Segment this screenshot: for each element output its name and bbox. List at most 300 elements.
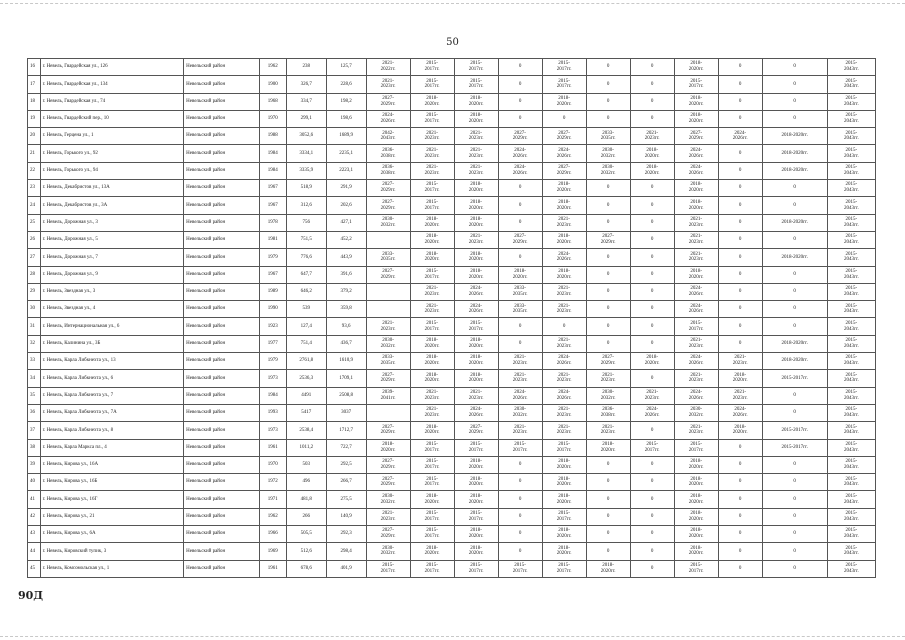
cell-repair-period-6: 0	[586, 335, 630, 352]
cell-row-number: 42	[28, 508, 41, 525]
cell-repair-period-5: 2021- 2023гг.	[542, 404, 586, 421]
cell-repair-period-3: 2018- 2020гг.	[454, 474, 498, 491]
cell-repair-period-9: 2024- 2026гг.	[718, 404, 762, 421]
cell-repair-period-9: 0	[718, 456, 762, 473]
cell-living-area: 3037	[326, 404, 366, 421]
cell-repair-period-5: 2018- 2020гг.	[542, 266, 586, 283]
cell-year-built: 1978	[259, 214, 286, 231]
cell-address: г. Невель, Горького ул., 92	[40, 145, 184, 162]
cell-repair-period-5: 2018- 2020гг.	[542, 543, 586, 560]
cell-repair-period-5: 2021- 2023гг.	[542, 301, 586, 318]
cell-living-area: 140,9	[326, 508, 366, 525]
cell-repair-period-11: 2015- 2043гг.	[827, 353, 875, 370]
cell-repair-period-7: 0	[630, 249, 674, 266]
cell-repair-period-6: 0	[586, 197, 630, 214]
cell-repair-period-2: 2021- 2023гг.	[410, 387, 454, 404]
cell-district: Невельский район	[184, 353, 259, 370]
cell-repair-period-11: 2015- 2043гг.	[827, 145, 875, 162]
cell-repair-period-4: 0	[498, 508, 542, 525]
cell-repair-period-3: 2018- 2020гг.	[454, 93, 498, 110]
cell-repair-period-11: 2015- 2043гг.	[827, 335, 875, 352]
table-row	[28, 456, 876, 473]
cell-repair-period-2: 2018- 2020гг.	[410, 353, 454, 370]
cell-repair-period-8: 2024- 2026гг.	[674, 353, 718, 370]
cell-address: г. Невель, Карла Либкнехта ул., 7А	[40, 404, 184, 421]
cell-repair-period-1: 2021- 2023гг.	[366, 318, 410, 335]
cell-total-area: 503	[286, 456, 326, 473]
cell-repair-period-11: 2015- 2043гг.	[827, 249, 875, 266]
cell-repair-period-10: 0	[762, 508, 827, 525]
cell-repair-period-4: 2030- 2032гг.	[498, 404, 542, 421]
cell-repair-period-10: 0	[762, 560, 827, 577]
cell-row-number: 45	[28, 560, 41, 577]
cell-repair-period-3: 2015- 2017гг.	[454, 59, 498, 76]
cell-repair-period-11: 2015- 2043гг.	[827, 318, 875, 335]
cell-repair-period-4: 2024- 2026гг.	[498, 145, 542, 162]
cell-repair-period-9: 0	[718, 526, 762, 543]
cell-row-number: 37	[28, 422, 41, 439]
cell-repair-period-7: 2021- 2023гг.	[630, 387, 674, 404]
cell-repair-period-10: 0	[762, 456, 827, 473]
cell-repair-period-5: 2018- 2020гг.	[542, 231, 586, 248]
cell-repair-period-5: 2015- 2017гг.	[542, 439, 586, 456]
cell-repair-period-6: 2018- 2020гг.	[586, 439, 630, 456]
cell-year-built: 1900	[259, 76, 286, 93]
cell-row-number: 16	[28, 59, 41, 76]
cell-living-area: 298,4	[326, 543, 366, 560]
cell-repair-period-3: 2018- 2020гг.	[454, 180, 498, 197]
cell-repair-period-9: 0	[718, 266, 762, 283]
cell-repair-period-6: 0	[586, 59, 630, 76]
cell-repair-period-4: 2015- 2017гг.	[498, 560, 542, 577]
table-row	[28, 491, 876, 508]
cell-repair-period-5: 2015- 2017гг.	[542, 508, 586, 525]
cell-repair-period-5: 2027- 2029гг.	[542, 162, 586, 179]
cell-repair-period-3: 2015- 2017гг.	[454, 508, 498, 525]
page-mark: 90Д	[18, 589, 44, 602]
cell-repair-period-7: 0	[630, 197, 674, 214]
cell-year-built: 1969	[259, 543, 286, 560]
cell-address: г. Невель, Звездная ул., 4	[40, 301, 184, 318]
cell-address: г. Невель, Дорожная ул., 5	[40, 231, 184, 248]
cell-repair-period-3: 2024- 2026гг.	[454, 301, 498, 318]
cell-repair-period-6: 0	[586, 110, 630, 127]
cell-total-area: 4491	[286, 387, 326, 404]
cell-address: г. Невель, Комсомольская ул., 1	[40, 560, 184, 577]
cell-total-area: 326,7	[286, 76, 326, 93]
cell-repair-period-8: 2018- 2020гг.	[674, 491, 718, 508]
cell-total-area: 127,4	[286, 318, 326, 335]
cell-repair-period-9: 0	[718, 197, 762, 214]
cell-repair-period-7: 0	[630, 266, 674, 283]
cell-repair-period-11: 2015- 2043гг.	[827, 231, 875, 248]
cell-repair-period-11: 2015- 2043гг.	[827, 508, 875, 525]
cell-repair-period-11: 2015- 2043гг.	[827, 110, 875, 127]
table-row	[28, 162, 876, 179]
cell-repair-period-3: 2018- 2020гг.	[454, 491, 498, 508]
cell-repair-period-9: 0	[718, 162, 762, 179]
cell-repair-period-6: 0	[586, 526, 630, 543]
cell-repair-period-8: 2018- 2020гг.	[674, 543, 718, 560]
cell-repair-period-4: 2021- 2023гг.	[498, 422, 542, 439]
cell-repair-period-11: 2015- 2043гг.	[827, 543, 875, 560]
table-row	[28, 197, 876, 214]
cell-repair-period-5: 2018- 2020гг.	[542, 456, 586, 473]
cell-repair-period-2: 2018- 2020гг.	[410, 231, 454, 248]
cell-year-built: 1968	[259, 93, 286, 110]
cell-repair-period-10: 0	[762, 93, 827, 110]
cell-row-number: 29	[28, 283, 41, 300]
cell-repair-period-1: 2039- 2041гг.	[366, 387, 410, 404]
cell-year-built: 1970	[259, 110, 286, 127]
cell-repair-period-3: 2018- 2020гг.	[454, 335, 498, 352]
cell-year-built: 1984	[259, 145, 286, 162]
cell-repair-period-1: 2033- 2035гг.	[366, 353, 410, 370]
cell-address: г. Невель, Гвардейская ул., 134	[40, 76, 184, 93]
cell-repair-period-7: 2018- 2020гг.	[630, 353, 674, 370]
cell-repair-period-8: 2024- 2026гг.	[674, 283, 718, 300]
cell-repair-period-8: 2015- 2017гг.	[674, 439, 718, 456]
cell-repair-period-8: 2018- 2020гг.	[674, 59, 718, 76]
cell-repair-period-1: 2030- 2032гг.	[366, 335, 410, 352]
cell-repair-period-2: 2021- 2023гг.	[410, 145, 454, 162]
cell-repair-period-2: 2015- 2017гг.	[410, 266, 454, 283]
cell-total-area: 1011,2	[286, 439, 326, 456]
cell-district: Невельский район	[184, 387, 259, 404]
cell-repair-period-5: 2024- 2026гг.	[542, 353, 586, 370]
cell-district: Невельский район	[184, 543, 259, 560]
cell-repair-period-4: 0	[498, 474, 542, 491]
cell-repair-period-8: 2021- 2023гг.	[674, 335, 718, 352]
cell-repair-period-6: 0	[586, 318, 630, 335]
cell-repair-period-3: 2018- 2020гг.	[454, 214, 498, 231]
cell-repair-period-5: 0	[542, 318, 586, 335]
cell-repair-period-6: 0	[586, 301, 630, 318]
cell-repair-period-5: 2018- 2020гг.	[542, 491, 586, 508]
cell-repair-period-5: 2018- 2020гг.	[542, 474, 586, 491]
cell-address: г. Невель, Дорожная ул., 3	[40, 214, 184, 231]
cell-repair-period-5: 2024- 2026гг.	[542, 387, 586, 404]
cell-repair-period-1: 2027- 2029гг.	[366, 474, 410, 491]
cell-living-area: 291,9	[326, 180, 366, 197]
cell-row-number: 26	[28, 231, 41, 248]
cell-repair-period-11: 2015- 2043гг.	[827, 197, 875, 214]
cell-repair-period-9: 0	[718, 110, 762, 127]
cell-repair-period-4: 2033- 2035гг.	[498, 301, 542, 318]
cell-row-number: 17	[28, 76, 41, 93]
cell-repair-period-11: 2015- 2043гг.	[827, 76, 875, 93]
housing-register-table	[27, 58, 876, 578]
cell-district: Невельский район	[184, 422, 259, 439]
cell-year-built: 1961	[259, 439, 286, 456]
cell-repair-period-2: 2018- 2020гг.	[410, 335, 454, 352]
cell-repair-period-10: 2018-2020гг.	[762, 249, 827, 266]
cell-repair-period-8: 2024- 2026гг.	[674, 145, 718, 162]
cell-repair-period-7: 0	[630, 508, 674, 525]
cell-repair-period-7: 0	[630, 59, 674, 76]
cell-district: Невельский район	[184, 474, 259, 491]
cell-repair-period-8: 2018- 2020гг.	[674, 266, 718, 283]
cell-repair-period-5: 2027- 2029гг.	[542, 128, 586, 145]
cell-repair-period-4: 0	[498, 249, 542, 266]
cell-repair-period-8: 2018- 2020гг.	[674, 474, 718, 491]
cell-year-built: 1977	[259, 335, 286, 352]
cell-repair-period-3: 2018- 2020гг.	[454, 543, 498, 560]
cell-repair-period-7: 0	[630, 370, 674, 387]
cell-repair-period-11: 2015- 2043гг.	[827, 387, 875, 404]
cell-repair-period-5: 2021- 2023гг.	[542, 214, 586, 231]
cell-living-area: 125,7	[326, 59, 366, 76]
cell-repair-period-1: 2027- 2029гг.	[366, 456, 410, 473]
cell-repair-period-8: 2018- 2020гг.	[674, 197, 718, 214]
cell-repair-period-11: 2015- 2043гг.	[827, 283, 875, 300]
cell-repair-period-2: 2018- 2020гг.	[410, 370, 454, 387]
cell-living-area: 436,7	[326, 335, 366, 352]
cell-year-built: 1979	[259, 249, 286, 266]
cell-row-number: 31	[28, 318, 41, 335]
cell-row-number: 24	[28, 197, 41, 214]
cell-repair-period-3: 2021- 2023гг.	[454, 387, 498, 404]
cell-repair-period-10: 2015-2017гг.	[762, 422, 827, 439]
cell-address: г. Невель, Кирова ул., 21	[40, 508, 184, 525]
cell-total-area: 312,6	[286, 197, 326, 214]
cell-living-area: 2508,8	[326, 387, 366, 404]
cell-row-number: 36	[28, 404, 41, 421]
cell-living-area: 202,6	[326, 197, 366, 214]
cell-repair-period-7: 0	[630, 180, 674, 197]
cell-repair-period-2: 2021- 2023гг.	[410, 128, 454, 145]
cell-living-area: 427,1	[326, 214, 366, 231]
cell-repair-period-5: 2021- 2023гг.	[542, 422, 586, 439]
cell-repair-period-2: 2015- 2017гг.	[410, 474, 454, 491]
cell-repair-period-4: 2024- 2026гг.	[498, 162, 542, 179]
cell-address: г. Невель, Карла Либкнехта ул., 13	[40, 353, 184, 370]
cell-row-number: 35	[28, 387, 41, 404]
cell-row-number: 19	[28, 110, 41, 127]
cell-address: г. Невель, Карла Либкнехта ул., 8	[40, 422, 184, 439]
cell-repair-period-11: 2015- 2043гг.	[827, 439, 875, 456]
cell-repair-period-9: 2018- 2020гг.	[718, 370, 762, 387]
cell-repair-period-6: 2036- 2038гг.	[586, 404, 630, 421]
cell-repair-period-2: 2018- 2020гг.	[410, 93, 454, 110]
cell-repair-period-5: 2018- 2020гг.	[542, 180, 586, 197]
cell-repair-period-11: 2015- 2043гг.	[827, 560, 875, 577]
cell-district: Невельский район	[184, 301, 259, 318]
cell-repair-period-6: 0	[586, 266, 630, 283]
cell-total-area: 678,6	[286, 560, 326, 577]
table-row	[28, 526, 876, 543]
cell-repair-period-10: 2018-2020гг.	[762, 145, 827, 162]
cell-district: Невельский район	[184, 318, 259, 335]
cell-repair-period-7: 0	[630, 110, 674, 127]
cell-repair-period-8: 2021- 2023гг.	[674, 370, 718, 387]
cell-repair-period-4: 0	[498, 76, 542, 93]
cell-repair-period-4: 2018- 2020гг.	[498, 266, 542, 283]
cell-district: Невельский район	[184, 404, 259, 421]
cell-total-area: 334,7	[286, 93, 326, 110]
cell-total-area: 756	[286, 214, 326, 231]
cell-repair-period-4: 2033- 2035гг.	[498, 283, 542, 300]
cell-repair-period-7: 0	[630, 560, 674, 577]
cell-repair-period-9: 2021- 2023гг.	[718, 353, 762, 370]
cell-district: Невельский район	[184, 491, 259, 508]
cell-repair-period-10: 0	[762, 404, 827, 421]
cell-repair-period-10: 2018-2020гг.	[762, 353, 827, 370]
cell-address: г. Невель, Кирова ул., 6А	[40, 526, 184, 543]
cell-year-built: 1989	[259, 283, 286, 300]
cell-repair-period-9: 0	[718, 560, 762, 577]
cell-repair-period-1	[366, 404, 410, 421]
cell-address: г. Невель, Декабристов ул., 3А	[40, 197, 184, 214]
cell-repair-period-10: 0	[762, 180, 827, 197]
cell-total-area: 751,5	[286, 231, 326, 248]
cell-repair-period-2: 2021- 2023гг.	[410, 283, 454, 300]
cell-repair-period-6: 0	[586, 491, 630, 508]
cell-repair-period-7: 0	[630, 422, 674, 439]
cell-repair-period-5: 2024- 2026гг.	[542, 145, 586, 162]
cell-repair-period-10: 0	[762, 318, 827, 335]
cell-repair-period-3: 2021- 2023гг.	[454, 231, 498, 248]
cell-living-area: 198,6	[326, 110, 366, 127]
cell-repair-period-9: 0	[718, 214, 762, 231]
cell-repair-period-2: 2018- 2020гг.	[410, 214, 454, 231]
cell-repair-period-9: 0	[718, 474, 762, 491]
cell-total-area: 2538,4	[286, 422, 326, 439]
cell-repair-period-2: 2015- 2017гг.	[410, 197, 454, 214]
bottom-scan-edge	[0, 636, 905, 637]
cell-row-number: 25	[28, 214, 41, 231]
cell-address: г. Невель, Гвардейский пер., 10	[40, 110, 184, 127]
cell-year-built: 1962	[259, 59, 286, 76]
cell-repair-period-10: 0	[762, 474, 827, 491]
cell-repair-period-9: 0	[718, 145, 762, 162]
cell-repair-period-11: 2015- 2043гг.	[827, 266, 875, 283]
cell-repair-period-3: 2018- 2020гг.	[454, 353, 498, 370]
cell-repair-period-4: 0	[498, 180, 542, 197]
cell-repair-period-5: 2015- 2017гг.	[542, 76, 586, 93]
cell-repair-period-3: 2024- 2026гг.	[454, 283, 498, 300]
cell-repair-period-10: 0	[762, 491, 827, 508]
cell-repair-period-8: 2030- 2032гг.	[674, 404, 718, 421]
cell-address: г. Невель, Карла Маркса пл., 4	[40, 439, 184, 456]
cell-repair-period-2: 2015- 2017гг.	[410, 456, 454, 473]
cell-repair-period-4: 0	[498, 456, 542, 473]
table-row	[28, 404, 876, 421]
cell-living-area: 359,8	[326, 301, 366, 318]
cell-repair-period-1: 2036- 2038гг.	[366, 145, 410, 162]
cell-repair-period-2: 2018- 2020гг.	[410, 491, 454, 508]
cell-repair-period-11: 2015- 2043гг.	[827, 474, 875, 491]
cell-living-area: 379,2	[326, 283, 366, 300]
cell-repair-period-4: 0	[498, 318, 542, 335]
cell-repair-period-6: 0	[586, 456, 630, 473]
table-row	[28, 76, 876, 93]
cell-repair-period-2: 2015- 2017гг.	[410, 180, 454, 197]
cell-repair-period-5: 0	[542, 110, 586, 127]
cell-year-built: 1972	[259, 474, 286, 491]
cell-address: г. Невель, Кирова ул., 16Г	[40, 491, 184, 508]
cell-repair-period-1: 2027- 2029гг.	[366, 422, 410, 439]
cell-repair-period-1: 2030- 2032гг.	[366, 214, 410, 231]
cell-repair-period-10: 2015-2017гг.	[762, 370, 827, 387]
cell-living-area: 401,9	[326, 560, 366, 577]
cell-repair-period-8: 2018- 2020гг.	[674, 508, 718, 525]
cell-repair-period-4: 0	[498, 93, 542, 110]
cell-row-number: 20	[28, 128, 41, 145]
cell-repair-period-4: 2021- 2023гг.	[498, 370, 542, 387]
cell-repair-period-1: 2033- 2035гг.	[366, 249, 410, 266]
cell-repair-period-11: 2015- 2043гг.	[827, 404, 875, 421]
cell-repair-period-11: 2015- 2043гг.	[827, 456, 875, 473]
cell-row-number: 44	[28, 543, 41, 560]
table-row	[28, 128, 876, 145]
cell-repair-period-8: 2024- 2026гг.	[674, 301, 718, 318]
cell-repair-period-3: 2021- 2023гг.	[454, 162, 498, 179]
cell-repair-period-6: 0	[586, 180, 630, 197]
cell-living-area: 2223,1	[326, 162, 366, 179]
cell-repair-period-2: 2018- 2020гг.	[410, 249, 454, 266]
cell-living-area: 1610,9	[326, 353, 366, 370]
cell-repair-period-6: 2021- 2023гг.	[586, 370, 630, 387]
cell-district: Невельский район	[184, 93, 259, 110]
table-row	[28, 508, 876, 525]
cell-year-built: 1988	[259, 128, 286, 145]
cell-district: Невельский район	[184, 180, 259, 197]
cell-living-area: 2235,1	[326, 145, 366, 162]
cell-repair-period-5: 2024- 2026гг.	[542, 249, 586, 266]
cell-repair-period-6: 0	[586, 283, 630, 300]
cell-district: Невельский район	[184, 231, 259, 248]
cell-repair-period-4: 0	[498, 197, 542, 214]
cell-repair-period-8: 2021- 2023гг.	[674, 231, 718, 248]
cell-repair-period-7: 0	[630, 456, 674, 473]
cell-row-number: 18	[28, 93, 41, 110]
cell-living-area: 1709,1	[326, 370, 366, 387]
cell-total-area: 238	[286, 59, 326, 76]
cell-repair-period-8: 2018- 2020гг.	[674, 93, 718, 110]
cell-repair-period-7: 0	[630, 491, 674, 508]
cell-repair-period-7: 0	[630, 231, 674, 248]
cell-year-built: 1993	[259, 404, 286, 421]
cell-repair-period-2: 2021- 2023гг.	[410, 301, 454, 318]
cell-repair-period-10: 0	[762, 59, 827, 76]
cell-total-area: 505,5	[286, 526, 326, 543]
cell-row-number: 43	[28, 526, 41, 543]
cell-address: г. Невель, Горького ул., 94	[40, 162, 184, 179]
cell-repair-period-4: 0	[498, 335, 542, 352]
cell-repair-period-3: 2018- 2020гг.	[454, 526, 498, 543]
cell-address: г. Невель, Декабристов ул., 13А	[40, 180, 184, 197]
cell-repair-period-9: 0	[718, 318, 762, 335]
cell-repair-period-8: 2024- 2026гг.	[674, 162, 718, 179]
cell-repair-period-1: 2021- 2023гг.	[366, 508, 410, 525]
cell-repair-period-7: 0	[630, 335, 674, 352]
cell-repair-period-5: 2018- 2020гг.	[542, 526, 586, 543]
cell-repair-period-1: 2036- 2038гг.	[366, 162, 410, 179]
cell-repair-period-3: 2015- 2017гг.	[454, 318, 498, 335]
table-row	[28, 231, 876, 248]
cell-repair-period-9: 0	[718, 301, 762, 318]
cell-year-built: 1961	[259, 560, 286, 577]
table-row	[28, 353, 876, 370]
cell-district: Невельский район	[184, 145, 259, 162]
cell-repair-period-1: 2015- 2017гг.	[366, 560, 410, 577]
cell-repair-period-2: 2015- 2017гг.	[410, 59, 454, 76]
cell-repair-period-3: 2027- 2029гг.	[454, 422, 498, 439]
cell-repair-period-3: 2018- 2020гг.	[454, 197, 498, 214]
cell-living-area: 443,9	[326, 249, 366, 266]
cell-row-number: 40	[28, 474, 41, 491]
